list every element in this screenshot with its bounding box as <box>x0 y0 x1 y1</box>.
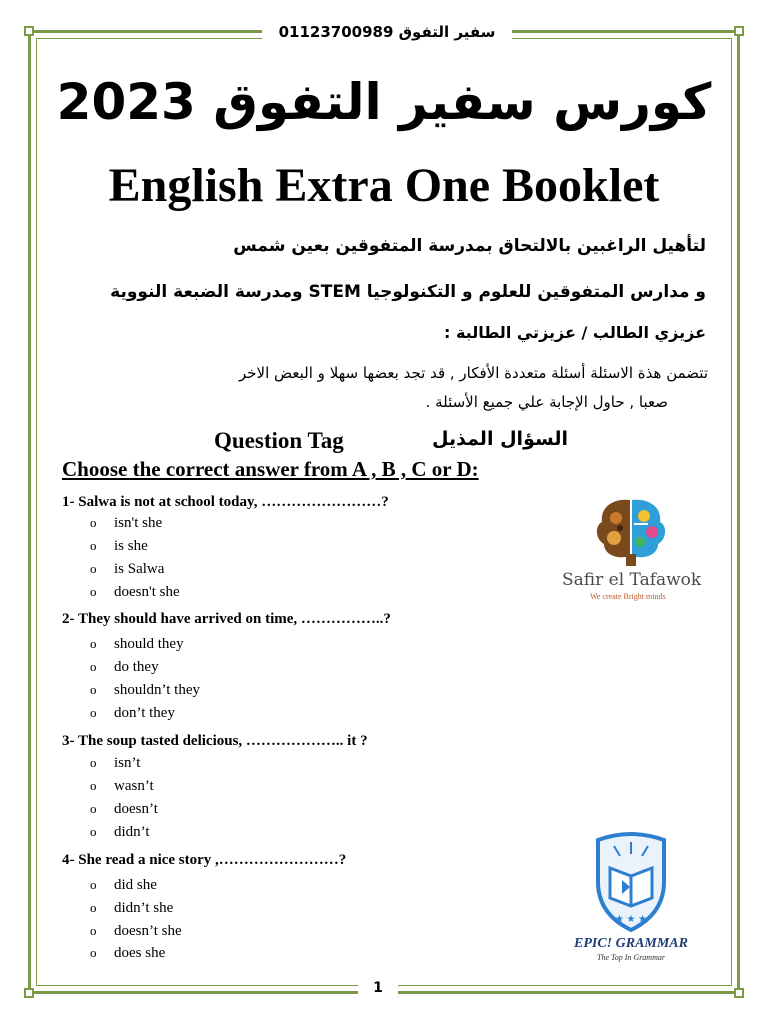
epic-logo-tagline: The Top In Grammar <box>597 953 665 962</box>
option-text: doesn’t <box>114 801 158 817</box>
option-text: didn’t she <box>114 900 174 916</box>
option-text: doesn’t she <box>114 923 182 939</box>
frame-corner <box>24 988 34 998</box>
intro-line-1: لتأهيل الراغبين بالالتحاق بمدرسة المتفوقين بعين شمس <box>233 236 706 256</box>
bullet-icon: o <box>90 561 97 576</box>
option <box>90 636 184 653</box>
booklet-title: English Extra One Booklet <box>108 159 660 212</box>
question-1: 1- Salwa is not at school today, ……………………? <box>62 494 389 510</box>
epic-logo-name: EPIC! GRAMMAR <box>574 936 688 951</box>
option-text: do they <box>114 659 159 675</box>
bullet-icon: o <box>90 877 97 892</box>
section-title: Question Tag <box>214 428 344 453</box>
intro-line-2: و مدارس المتفوقين للعلوم و التكنولوجيا STEM ومدرسة الضبعة النووية <box>110 282 706 302</box>
option <box>90 824 150 841</box>
option <box>90 538 148 555</box>
option-text: does she <box>114 945 166 961</box>
option-text: isn’t <box>114 755 141 771</box>
option <box>90 561 164 578</box>
bullet-icon: o <box>90 515 97 530</box>
intro-greeting: عزيزي الطالب / عزيزتي الطالبة : <box>444 323 706 342</box>
bullet-icon: o <box>90 636 97 651</box>
course-title-arabic: كورس سفير التفوق 2023 <box>56 73 712 131</box>
option <box>90 778 154 795</box>
bullet-icon: o <box>90 900 97 915</box>
option-text: shouldn’t they <box>114 682 200 698</box>
svg-text:★ ★ ★: ★ ★ ★ <box>615 914 647 925</box>
option <box>90 515 162 532</box>
bullet-icon: o <box>90 801 97 816</box>
option <box>90 923 182 940</box>
safir-logo <box>556 494 706 606</box>
bullet-icon: o <box>90 584 97 599</box>
option <box>90 945 165 962</box>
option-text: doesn't she <box>114 584 180 600</box>
bullet-icon: o <box>90 659 97 674</box>
option-text: wasn’t <box>114 778 154 794</box>
option-text: did she <box>114 877 157 893</box>
safir-logo-name: Safir el Tafawok <box>562 570 702 590</box>
bullet-icon: o <box>90 705 97 720</box>
option-text: is Salwa <box>114 561 165 577</box>
bullet-icon: o <box>90 538 97 553</box>
intro-body-2: صعبا , حاول الإجابة علي جميع الأسئلة . <box>425 393 668 411</box>
safir-logo-tagline: We create Bright minds <box>590 592 666 601</box>
option <box>90 900 173 917</box>
bullet-icon: o <box>90 824 97 839</box>
option <box>90 877 157 894</box>
instruction: Choose the correct answer from A , B , C or D: <box>62 457 479 481</box>
epic-grammar-logo <box>556 826 706 966</box>
bullet-icon: o <box>90 755 97 770</box>
section-title-arabic: السؤال المذيل <box>432 428 568 450</box>
bullet-icon: o <box>90 778 97 793</box>
option <box>90 659 159 676</box>
bullet-icon: o <box>90 945 97 960</box>
option <box>90 755 140 772</box>
question-2: 2- They should have arrived on time, ……………..? <box>62 611 391 627</box>
header-contact: سفير التفوق 01123700989 <box>262 22 512 42</box>
option <box>90 705 175 722</box>
question-4: 4- She read a nice story ,……………………? <box>62 852 347 868</box>
option-text: didn’t <box>114 824 150 840</box>
page-number: 1 <box>358 978 398 998</box>
bullet-icon: o <box>90 682 97 697</box>
option <box>90 801 158 818</box>
option <box>90 682 200 699</box>
option-text: should they <box>114 636 184 652</box>
question-3: 3- The soup tasted delicious, ……………….. it ? <box>62 733 368 749</box>
shield-book-icon <box>556 826 706 934</box>
frame-corner <box>734 26 744 36</box>
frame-corner <box>734 988 744 998</box>
intro-body-1: تتضمن هذة الاسئلة أسئلة متعددة الأفكار , قد تجد بعضها سهلا و البعض الاخر <box>239 364 708 382</box>
option-text: is she <box>114 538 148 554</box>
frame-corner <box>24 26 34 36</box>
bullet-icon: o <box>90 923 97 938</box>
option-text: don’t they <box>114 705 175 721</box>
option-text: isn't she <box>114 515 163 531</box>
option <box>90 584 180 601</box>
